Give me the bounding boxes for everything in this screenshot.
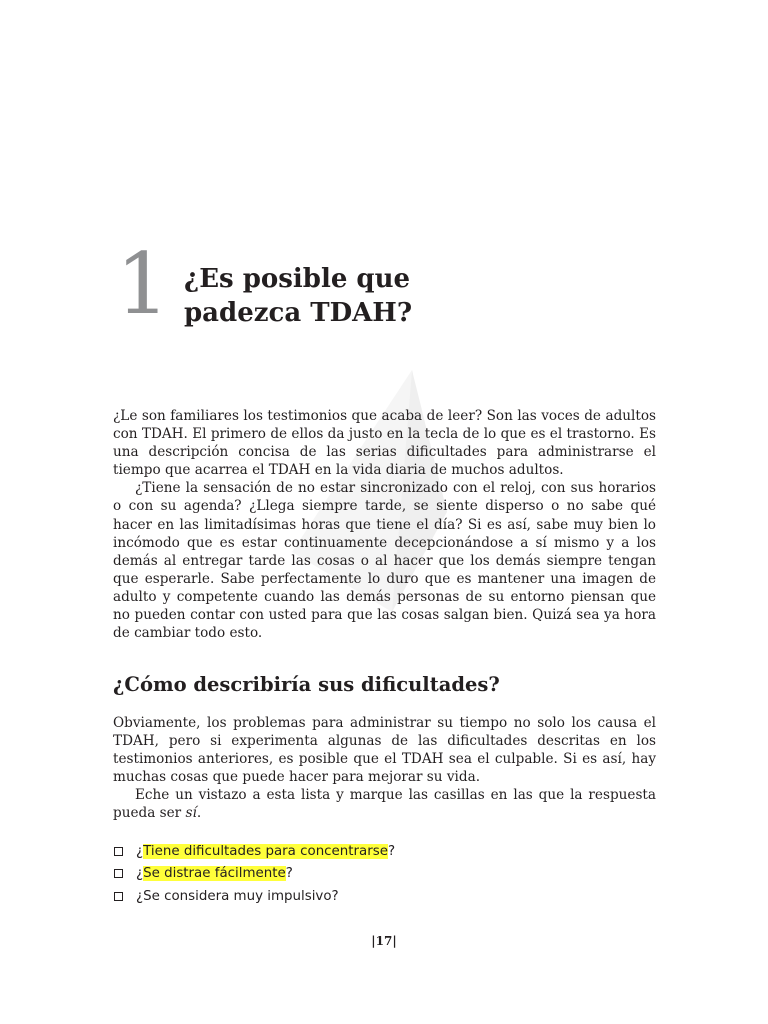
section-text — [113, 714, 656, 823]
section-paragraph-2 — [113, 786, 656, 822]
checklist-item-suffix: ? — [387, 843, 396, 859]
checklist-item-prefix: ¿ — [136, 843, 144, 859]
section-paragraph-1: Obviamente, los problemas para administrar su tiempo no solo los causa el TDAH, pero si experimenta algunas de las dificultades descritas en los testimonios anteriores, es posible que el TDAH sea el culpable. Si es así, hay muchas cosas que puede hacer para mejorar su vida. — [113, 715, 656, 786]
intro-text — [113, 407, 656, 642]
highlighted-text: Tiene dificultades para concentrarse — [143, 843, 388, 859]
section-paragraph-2-end: . — [196, 805, 202, 822]
checklist-item — [113, 885, 395, 908]
chapter-title: ¿Es posible que padezca TDAH? — [184, 264, 413, 328]
highlighted-text: Se distrae fácilmente — [143, 866, 286, 882]
checkbox[interactable] — [114, 847, 123, 856]
page-number: |17| — [371, 934, 397, 948]
checklist — [113, 840, 395, 908]
chapter-number: 1 — [116, 235, 170, 333]
intro-paragraph-1: ¿Le son familiares los testimonios que acaba de leer? Son las voces de adultos con TDAH. El primero de ellos da justo en la tecla de lo que es el trastorno. Es una descripción concisa de las serias dificultades para administrarse el tiempo que acarrea el TDAH en la vida diaria de muchos adultos. — [113, 408, 656, 479]
checklist-item-prefix: ¿Se considera muy impulsivo? — [136, 888, 339, 904]
intro-paragraph-2: ¿Tiene la sensación de no estar sincronizado con el reloj, con sus horarios o con su agenda? ¿Llega siempre tarde, se siente disperso o no sabe qué hacer en las limitadísimas horas que tiene el día? Si es así, sabe muy bien lo incómodo que es estar continuamente decepcionándose a sí mismo y a los demás al entregar tarde las cosas o al hacer que los demás siempre tengan que esperarle. Sabe perfectamente lo duro que es mantener una imagen de adulto y competente cuando las demás personas de su entorno piensan que no pueden contar con usted para que las cosas salgan bien. Quizá sea ya hora de cambiar todo esto. — [113, 480, 656, 642]
checklist-item — [113, 840, 395, 863]
checklist-item-prefix: ¿ — [136, 866, 144, 882]
checkbox[interactable] — [114, 892, 123, 901]
checkbox[interactable] — [114, 869, 123, 878]
checklist-item — [113, 863, 395, 886]
checklist-item-text — [136, 889, 339, 904]
section-heading: ¿Cómo describiría sus dificultades? — [113, 673, 500, 696]
section-paragraph-2-emphasis: sí — [185, 805, 197, 822]
checklist-item-suffix: ? — [285, 866, 293, 882]
checklist-item-text — [136, 844, 395, 859]
checklist-item-text — [136, 866, 293, 881]
section-paragraph-2-text: Eche un vistazo a esta lista y marque las casillas en las que la respuesta pueda ser — [113, 787, 656, 822]
